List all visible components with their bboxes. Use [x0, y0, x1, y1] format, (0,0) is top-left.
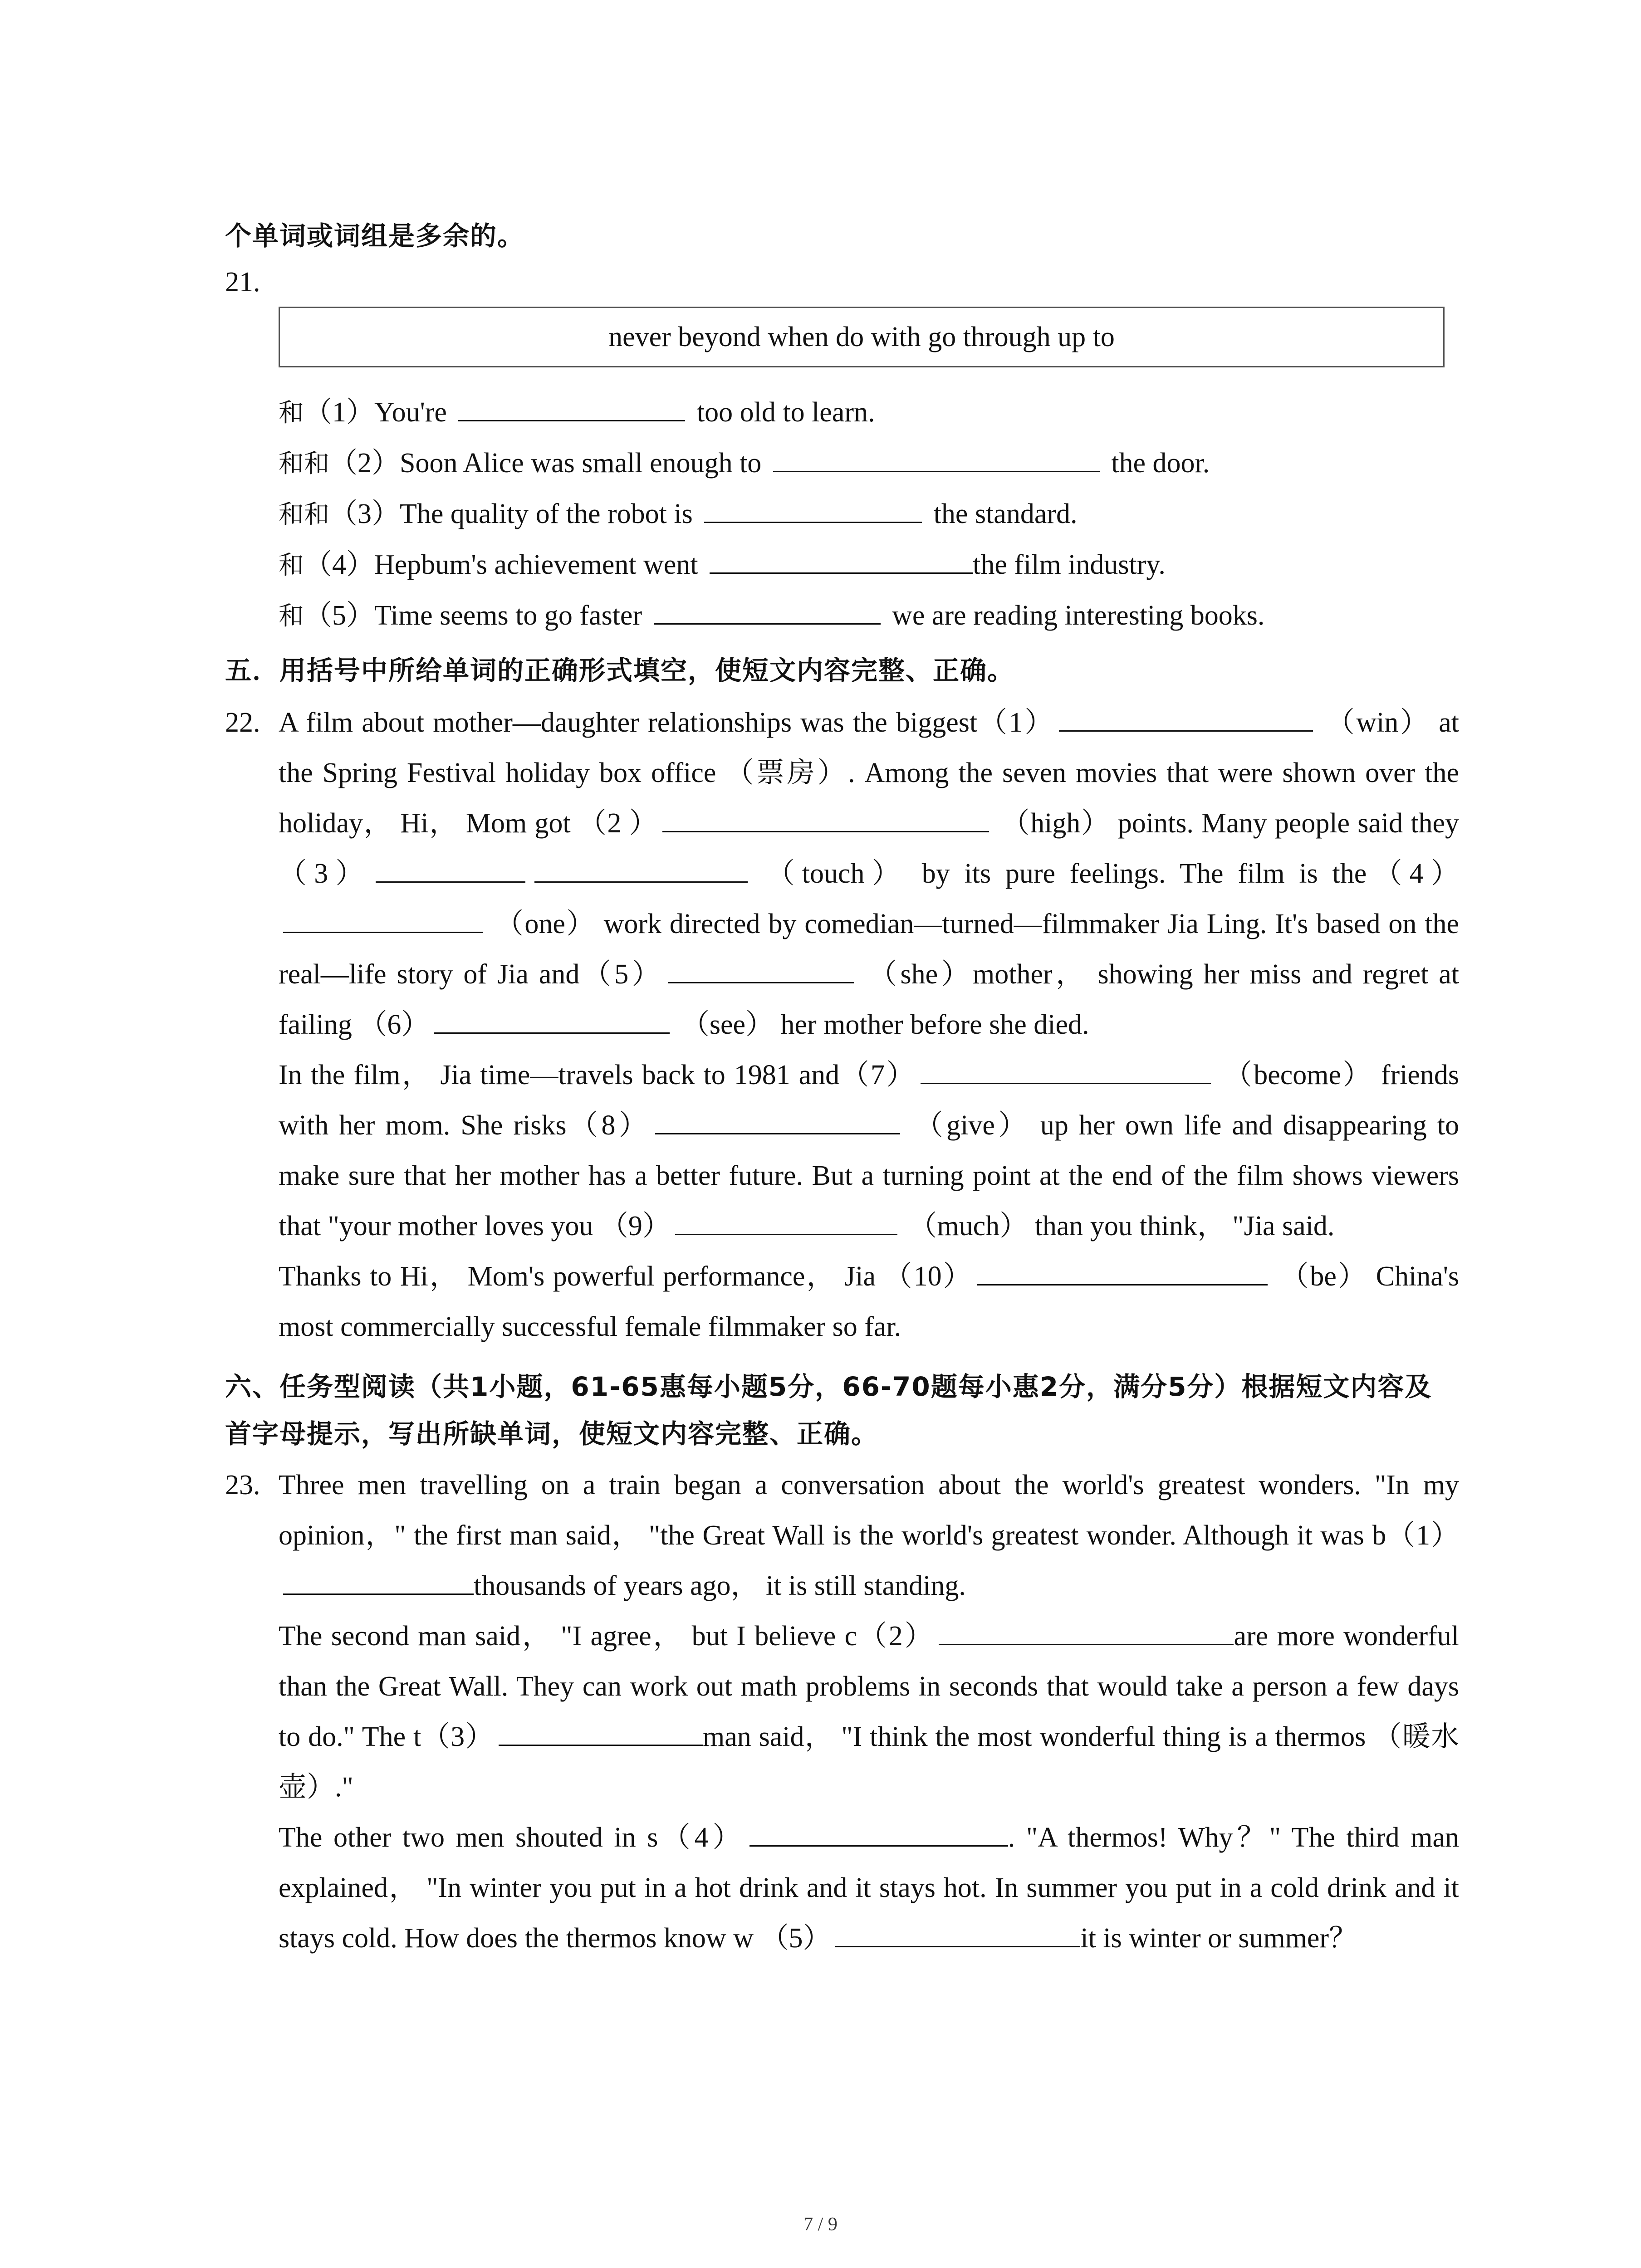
text-run: （win） at the Spring Festival holiday box office （票房）. Among the seven movies that were shown over the holiday， Hi， Mom got （2 ） [279, 707, 1459, 839]
word-bank-box [279, 307, 1445, 367]
text-run: The other two men shouted in s（4） [279, 1822, 745, 1853]
page-content [225, 213, 1459, 1964]
answer-blank-5[interactable] [668, 955, 854, 983]
item-prefix: 和和 [279, 500, 329, 529]
item-label: （5）Time seems to go faster [304, 600, 642, 631]
question-23-number: 23. [225, 1470, 260, 1501]
text-run: A film about mother—daughter relationships was the biggest（1） [279, 707, 1055, 738]
q22-paragraph-2 [279, 1050, 1459, 1251]
item-prefix: 和 [279, 398, 304, 428]
answer-blank-2[interactable] [773, 444, 1100, 472]
answer-blank-7[interactable] [921, 1056, 1211, 1084]
text-run: （touch） by its pure feelings. The film is the（4） [766, 858, 1459, 889]
text-run: （be） China's most commercially successful female filmmaker so far. [279, 1261, 1460, 1342]
text-run: . "A thermos! Why？" The third man explained， "In winter you put in a hot drink and it stays hot. In summer you put in a cold drink and it stays cold. How does the thermos know w （5） [279, 1822, 1459, 1954]
question-23-body [279, 1460, 1459, 1964]
text-run: it is winter or summer？ [1080, 1923, 1357, 1954]
q21-item-2 [279, 438, 1459, 489]
text-run: （become） friends with her mom. She risks（8） [279, 1060, 1460, 1141]
answer-blank-3b[interactable] [534, 854, 748, 883]
q23-paragraph-2 [279, 1611, 1459, 1813]
answer-blank-3[interactable] [704, 494, 922, 523]
q22-paragraph-3 [279, 1251, 1459, 1352]
item-after: too old to learn. [696, 397, 875, 428]
section-5-heading: 五．用括号中所给单词的正确形式填空，使短文内容完整、正确。 [225, 655, 1015, 686]
word-bank-text: never beyond when do with go through up to [608, 321, 1115, 352]
answer-blank-3[interactable] [376, 854, 525, 883]
item-prefix: 和 [279, 601, 304, 631]
text-run: Three men travelling on a train began a conversation about the world's greatest wonders. "In my opinion，" the first man said， "the Great Wall is the world's greatest wonder. Although it was b（1） [279, 1470, 1459, 1551]
answer-blank-4[interactable] [749, 1818, 1008, 1847]
answer-blank-8[interactable] [655, 1106, 900, 1134]
answer-blank-2[interactable] [939, 1617, 1234, 1645]
question-21-number: 21. [225, 267, 260, 298]
text-run: are more wonderful than the Great Wall. They can work out math problems in seconds that would take a person a few days to do." The t（3） [279, 1621, 1459, 1752]
page-number: 7 / 9 [803, 2214, 838, 2235]
answer-blank-10[interactable] [977, 1257, 1268, 1286]
answer-blank-1[interactable] [283, 1566, 474, 1595]
answer-blank-4[interactable] [283, 904, 483, 933]
question-22-number: 22. [225, 707, 260, 738]
answer-blank-5[interactable] [654, 596, 881, 625]
q21-item-1 [279, 387, 1459, 438]
text-run: （much） than you think， "Jia said. [909, 1211, 1335, 1242]
answer-blank-5[interactable] [835, 1919, 1080, 1947]
text-run: （one） work directed by comedian—turned—filmmaker Jia Ling. It's based on the real—life story of Jia and（5） [279, 909, 1460, 990]
item-prefix: 和 [279, 551, 304, 580]
q23-paragraph-3 [279, 1813, 1459, 1964]
text-run: thousands of years ago， it is still standing. [474, 1570, 966, 1601]
question-22-body [279, 698, 1459, 1352]
question-22 [225, 698, 1459, 1352]
item-label: （3）The quality of the robot is [329, 499, 693, 529]
question-21 [225, 259, 1459, 641]
item-label: （2）Soon Alice was small enough to [329, 448, 762, 479]
answer-blank-1[interactable] [1059, 703, 1313, 732]
item-label: （1）You're [304, 397, 447, 428]
text-run: （give） up her own life and disappearing to make sure that her mother has a better future. But a turning point at the end of the film shows viewers that "your mother loves you （9） [279, 1110, 1460, 1242]
answer-blank-9[interactable] [675, 1207, 897, 1235]
item-label: （4）Hepbum's achievement went [304, 549, 698, 580]
text-run: （see） her mother before she died. [681, 1009, 1089, 1040]
answer-blank-6[interactable] [434, 1005, 670, 1034]
text-run: man said， "I think the most wonderful thing is a thermos （暖水壶）." [279, 1721, 1459, 1803]
q23-paragraph-1 [279, 1460, 1459, 1611]
answer-blank-1[interactable] [458, 393, 685, 421]
question-23 [225, 1460, 1459, 1964]
answer-blank-3[interactable] [499, 1717, 703, 1746]
item-after: the film industry. [973, 549, 1166, 580]
text-run: The second man said， "I agree， but I believe c（2） [279, 1621, 935, 1652]
q21-item-4 [279, 540, 1459, 591]
text-run: Thanks to Hi， Mom's powerful performance， Jia （10） [279, 1261, 973, 1292]
item-after: we are reading interesting books. [892, 600, 1265, 631]
q21-item-3 [279, 489, 1459, 540]
answer-blank-4[interactable] [710, 545, 973, 574]
item-after: the door. [1111, 448, 1210, 479]
text-run: （high） points. Many people said they（3） [279, 808, 1459, 889]
section-4-heading-tail: 个单词或词组是多余的。 [225, 220, 525, 251]
q22-paragraph-1 [279, 698, 1459, 1050]
item-prefix: 和和 [279, 449, 329, 479]
answer-blank-2[interactable] [662, 804, 989, 832]
text-run: In the film， Jia time—travels back to 1981 and（7） [279, 1060, 916, 1090]
q21-item-5 [279, 591, 1459, 641]
item-after: the standard. [933, 499, 1078, 529]
section-6-heading: 六、任务型阅读（共1小题，61-65惠每小题5分，66-70题每小惠2分，满分5分）根据短文内容及首字母提示，写出所缺单词，使短文内容完整、正确。 [225, 1371, 1432, 1449]
text-run: （she）mother， showing her miss and regret at failing （6） [279, 959, 1460, 1040]
